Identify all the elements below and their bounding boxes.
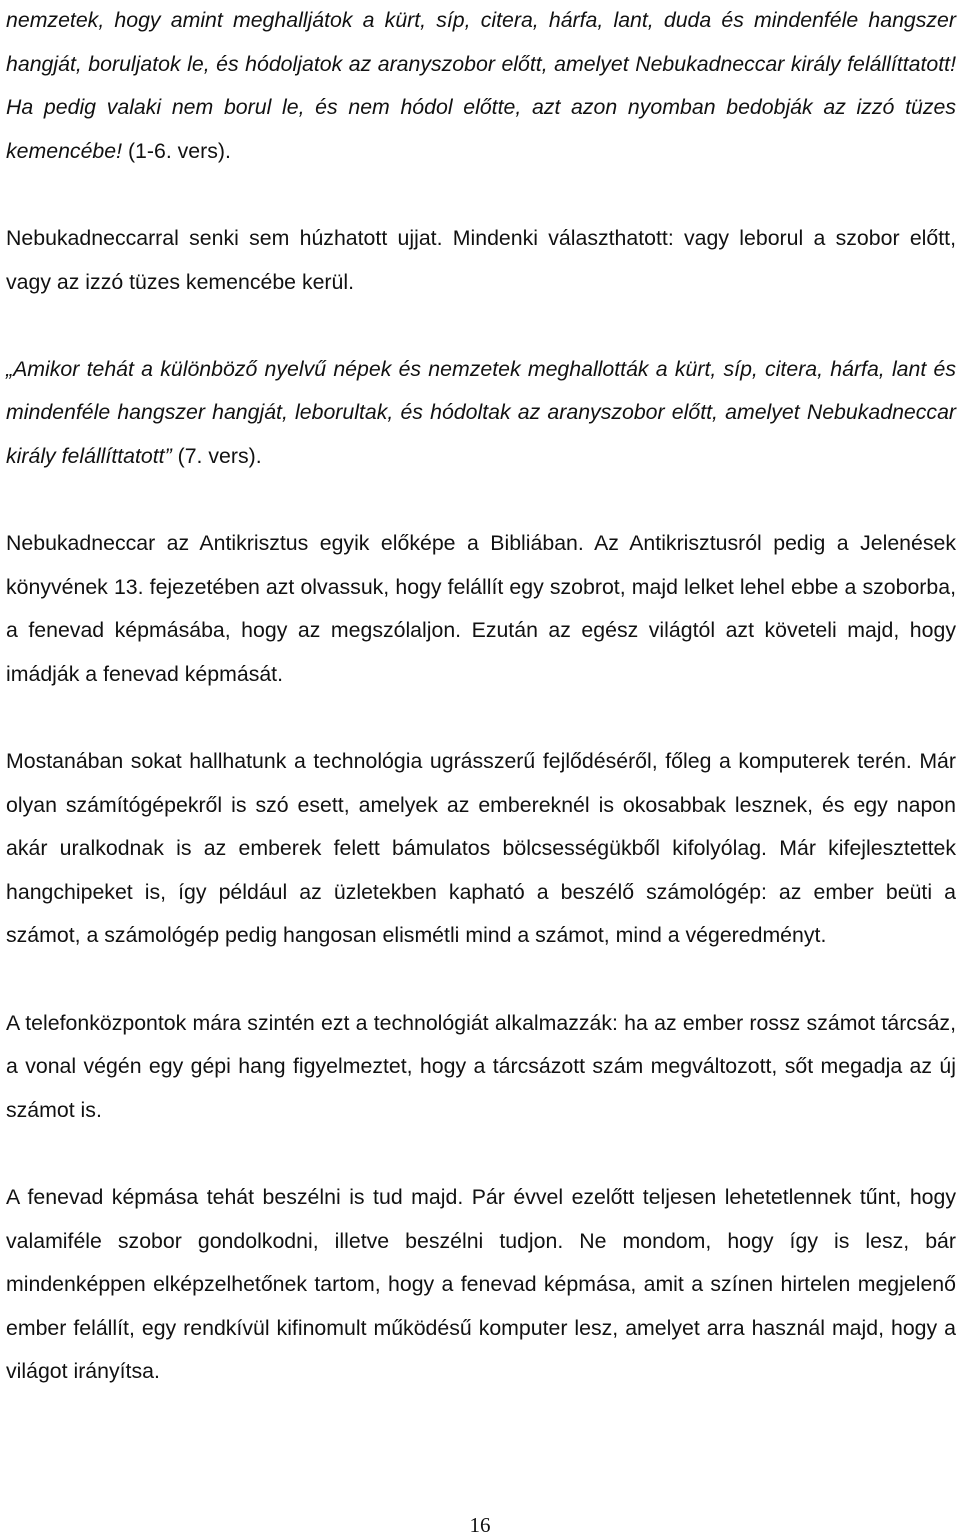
page-number: 16 xyxy=(469,1513,491,1537)
paragraph-telephone: A telefonközpontok mára szintén ezt a technológiát alkalmazzák: ha az ember rossz számot tárcsáz, a vonal végén egy gépi hang figyelmeztet, hogy a tárcsázott szám megváltozott, sőt megadja az új számot is. xyxy=(6,1010,956,1122)
paragraph-quote-worship xyxy=(6,348,956,479)
document-page xyxy=(6,0,956,1394)
verse-reference: (1-6. vers). xyxy=(122,138,231,163)
quote-text: nemzetek, hogy amint meghalljátok a kürt, síp, citera, hárfa, lant, duda és mindenféle hangszer hangját, boruljatok le, és hódoljatok az aranyszobor előtt, amelyet Nebukadneccar király felállíttatott! Ha pedig valaki nem borul le, és nem hódol előtte, azt azon nyomban bedobják az izzó tüzes kemencébe! xyxy=(6,8,956,163)
quote-text: „Amikor tehát a különböző nyelvű népek és nemzetek meghallották a kürt, síp, citera, hárfa, lant és mindenféle hangszer hangját, leborultak, és hódoltak az aranyszobor előtt, amelyet Nebukadneccar király felállíttatott” xyxy=(6,356,956,468)
paragraph-image-speaks: A fenevad képmása tehát beszélni is tud majd. Pár évvel ezelőtt teljesen lehetetlennek tűnt, hogy valamiféle szobor gondolkodni, illetve beszélni tudjon. Ne mondom, hogy így is lesz, bár mindenképpen elképzelhetőnek tartom, hogy a fenevad képmása, amit a színen hirtelen megjelenő ember felállít, egy rendkívül kifinomult működésű komputer lesz, amelyet arra használ majd, hogy a világot irányítsa. xyxy=(6,1185,956,1384)
paragraph-antichrist: Nebukadneccar az Antikrisztus egyik előképe a Bibliában. Az Antikrisztusról pedig a Jelenések könyvének 13. fejezetében azt olvassuk, hogy felállít egy szobrot, majd lelket lehel ebbe a szoborba, a fenevad képmásába, hogy az megszólaljon. Ezután az egész világtól azt követeli majd, hogy imádják a fenevad képmását. xyxy=(6,531,956,686)
paragraph-technology: Mostanában sokat hallhatunk a technológia ugrásszerű fejlődéséről, főleg a komputerek terén. Már olyan számítógépekről is szó esett, amelyek az embereknél is okosabbak lesznek, és egy napon akár uralkodnak is az emberek felett bámulatos bölcsességükből kifolyólag. Már kifejlesztettek hangchipeket is, így például az üzletekben kapható a beszélő számológép: az ember beüti a számot, a számológép pedig hangosan elismétli mind a számot, mind a végeredményt. xyxy=(6,749,956,948)
verse-reference: (7. vers). xyxy=(171,443,262,468)
paragraph-quote-decree xyxy=(6,0,956,173)
paragraph-no-choice: Nebukadneccarral senki sem húzhatott ujjat. Mindenki választhatott: vagy leborul a szobor előtt, vagy az izzó tüzes kemencébe kerül. xyxy=(6,225,956,294)
